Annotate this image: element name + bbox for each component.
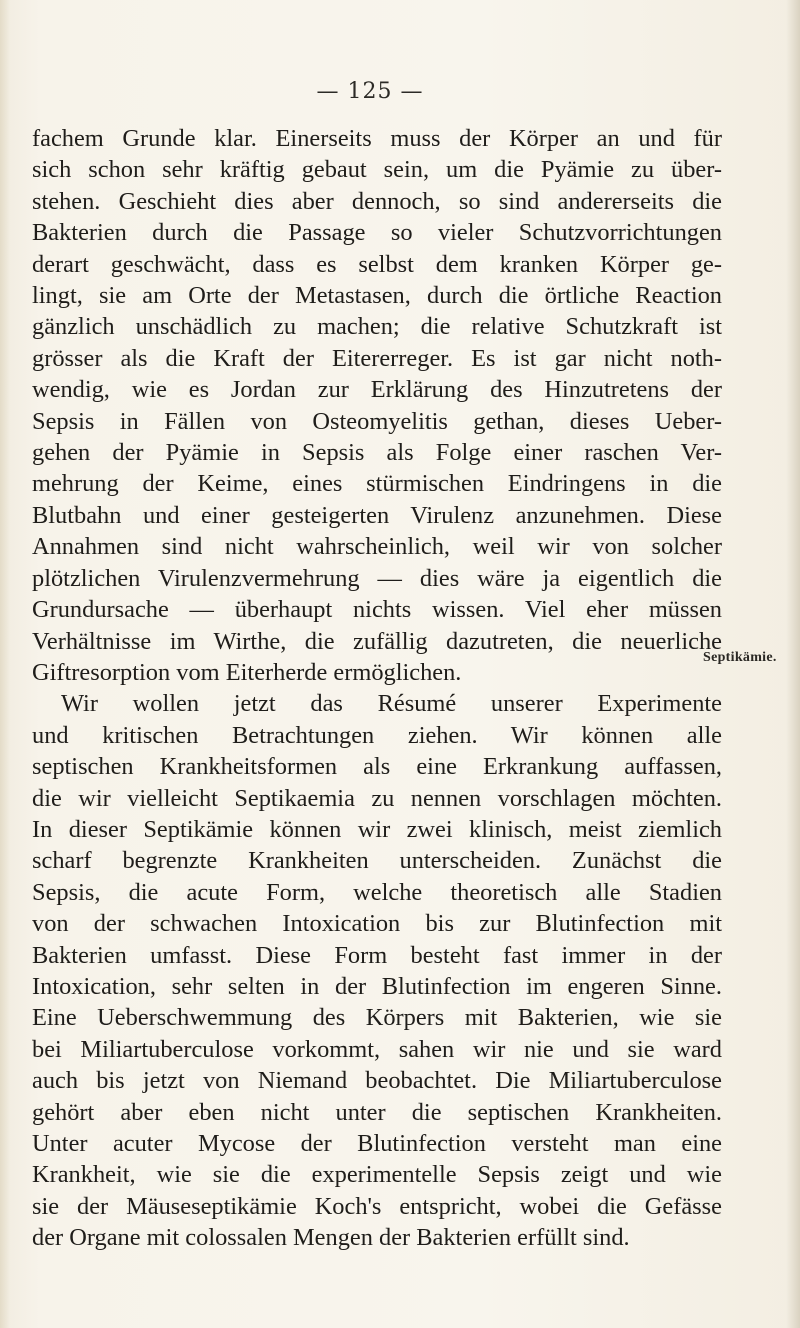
text-line: Bakterien umfasst. Diese Form besteht fast immer in der [32, 941, 722, 969]
text-line: und kritischen Betrachtungen ziehen. Wir können alle [32, 721, 722, 749]
text-line: Sepsis, die acute Form, welche theoretisch alle Stadien [32, 878, 722, 906]
text-line: gehen der Pyämie in Sepsis als Folge einer raschen Ver- [32, 439, 722, 467]
text-line: Intoxication, sehr selten in der Blutinfection im engeren Sinne. [32, 972, 722, 1000]
text-line: Unter acuter Mycose der Blutinfection versteht man eine [32, 1130, 722, 1157]
text-line: sie der Mäuseseptikämie Koch's entspricht, wobei die Gefässe [32, 1192, 722, 1220]
text-line: Verhältnisse im Wirthe, die zufällig dazutreten, die neuerliche [32, 627, 722, 655]
body-text [32, 123, 722, 1254]
text-line: Sepsis in Fällen von Osteomyelitis gethan, dieses Ueber- [32, 407, 722, 435]
text-line: die wir vielleicht Septikaemia zu nennen vorschlagen möchten. [32, 784, 722, 812]
text-line: von der schwachen Intoxication bis zur Blutinfection mit [32, 910, 722, 938]
text-line: scharf begrenzte Krankheiten unterscheiden. Zunächst die [32, 847, 722, 875]
text-line: gehört aber eben nicht unter die septischen Krankheiten. [32, 1098, 722, 1126]
text-line: auch bis jetzt von Niemand beobachtet. Die Miliartuberculose [32, 1067, 722, 1095]
margin-note: Septikämie. [703, 650, 777, 665]
text-line: Wir wollen jetzt das Résumé unserer Experimente [61, 690, 722, 718]
text-line: grösser als die Kraft der Eitererreger. Es ist gar nicht noth- [32, 344, 722, 372]
text-line: stehen. Geschieht dies aber dennoch, so sind andererseits die [32, 187, 722, 215]
text-line: derart geschwächt, dass es selbst dem kranken Körper ge- [32, 250, 722, 278]
text-line: bei Miliartuberculose vorkommt, sahen wir nie und sie ward [32, 1035, 722, 1063]
text-line: lingt, sie am Orte der Metastasen, durch die örtliche Reaction [32, 282, 722, 310]
text-line: der Organe mit colossalen Mengen der Bakterien erfüllt sind. [32, 1224, 630, 1252]
text-line: Giftresorption vom Eiterherde ermöglichen. [32, 658, 462, 686]
text-line: plötzlichen Virulenzvermehrung — dies wäre ja eigentlich die [32, 564, 722, 592]
text-line: wendig, wie es Jordan zur Erklärung des Hinzutretens der [32, 376, 722, 404]
text-line: mehrung der Keime, eines stürmischen Eindringens in die [32, 470, 722, 498]
text-line: Bakterien durch die Passage so vieler Schutzvorrichtungen [32, 219, 722, 247]
text-line: Krankheit, wie sie die experimentelle Sepsis zeigt und wie [32, 1161, 722, 1189]
page-number: — 125 — [316, 79, 424, 104]
page-right-shadow [786, 0, 800, 1328]
text-line: Annahmen sind nicht wahrscheinlich, weil wir von solcher [32, 533, 722, 561]
text-line: septischen Krankheitsformen als eine Erkrankung auffassen, [32, 753, 722, 781]
text-line: Grundursache — überhaupt nichts wissen. Viel eher müssen [32, 596, 722, 624]
text-line: gänzlich unschädlich zu machen; die relative Schutzkraft ist [32, 313, 722, 341]
page-left-shadow [0, 0, 10, 1328]
text-line: Eine Ueberschwemmung des Körpers mit Bakterien, wie sie [32, 1004, 722, 1032]
text-line: sich schon sehr kräftig gebaut sein, um die Pyämie zu über- [32, 156, 722, 184]
text-line: Blutbahn und einer gesteigerten Virulenz anzunehmen. Diese [32, 501, 722, 529]
text-line: fachem Grunde klar. Einerseits muss der Körper an und für [32, 125, 722, 152]
text-line: In dieser Septikämie können wir zwei klinisch, meist ziemlich [32, 815, 722, 843]
